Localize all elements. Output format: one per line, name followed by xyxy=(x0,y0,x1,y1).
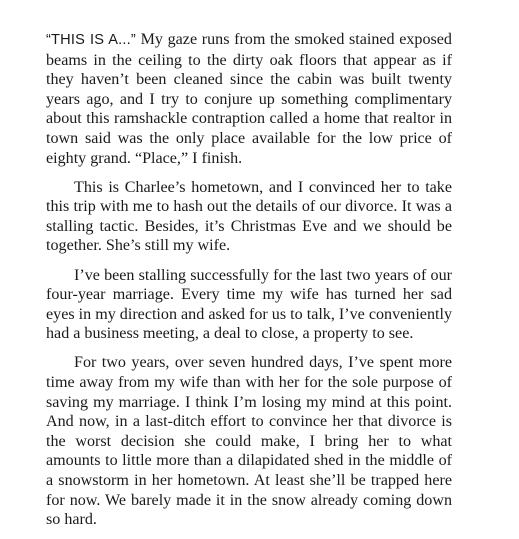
paragraph-3: I’ve been stalling successfully for the last two years of our four-year marriage. Every time my wife has turned her sad eyes in my direction and asked for us to talk, I’ve conveniently had a business meeting, a deal to close, a property to see. xyxy=(46,266,452,343)
paragraph-1 xyxy=(46,30,452,168)
paragraph-1-text: My gaze runs from the smoked stained exposed beams in the ceiling to the dirty oak floors that appear as if they haven’t been cleaned since the cabin was built twenty years ago, and I try to conjure up something complimentary about this ramshackle contraption called a home that realtor in town said was the only place available for the low price of eighty grand. “Place,” I finish. xyxy=(46,31,452,167)
chapter-lead-in: “THIS IS A...” xyxy=(46,32,136,48)
document-page xyxy=(46,30,452,539)
paragraph-2: This is Charlee’s hometown, and I convinced her to take this trip with me to hash out the details of our divorce. It was a stalling tactic. Besides, it’s Christmas Eve and we should be together. She’s still my wife. xyxy=(46,178,452,255)
paragraph-4: For two years, over seven hundred days, I’ve spent more time away from my wife than with her for the sole purpose of saving my marriage. I think I’m losing my mind at this point. And now, in a last-ditch effort to convince her that divorce is the worst decision she could make, I bring her to what amounts to little more than a dilapidated shed in the middle of a snowstorm in her hometown. At least she’ll be trapped here for now. We barely made it in the snow already coming down so hard. xyxy=(46,354,452,529)
